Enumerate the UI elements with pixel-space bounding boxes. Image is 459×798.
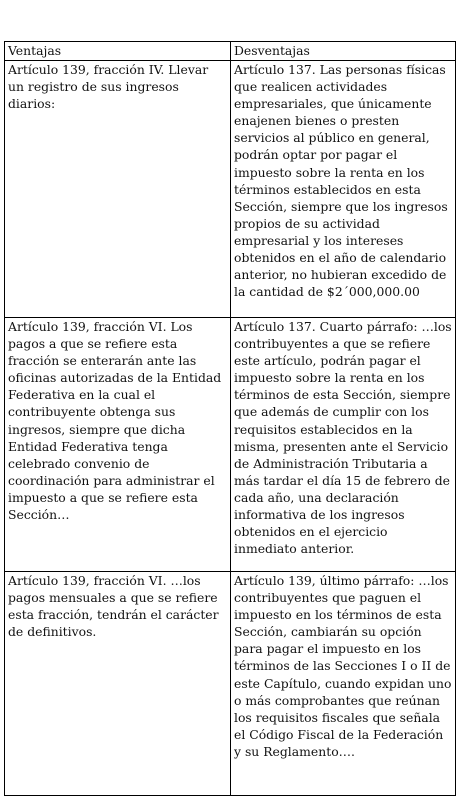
table-row: [5, 572, 456, 796]
ventaja-cell: Artículo 139, fracción VI. Los pagos a que se refiere esta fracción se enterarán ante las oficinas autorizadas de la Entidad Federativa en la cual el contribuyente obtenga sus ingresos, siempre que dicha Entidad Federativa tenga celebrado convenio de coordinación para administrar el impuesto a que se refiere esta Sección…: [5, 318, 231, 572]
desventaja-cell: Artículo 139, último párrafo: …los contribuyentes que paguen el impuesto en los términos de esta Sección, cambiarán su opción para pagar el impuesto en los términos de las Secciones I o II de este Capítulo, cuando expidan uno o más comprobantes que reúnan los requisitos fiscales que señala el Código Fiscal de la Federación y su Reglamento….: [231, 572, 456, 796]
ventaja-cell: Artículo 139, fracción VI. …los pagos mensuales a que se refiere esta fracción, tendrán el carácter de definitivos.: [5, 572, 231, 796]
desventaja-cell: Artículo 137. Cuarto párrafo: …los contribuyentes a que se refiere este artículo, podrán pagar el impuesto sobre la renta en los términos de esta Sección, siempre que además de cumplir con los requisitos establecidos en la misma, presenten ante el Servicio de Administración Tributaria a más tardar el día 15 de febrero de cada año, una declaración informativa de los ingresos obtenidos en el ejercicio inmediato anterior.: [231, 318, 456, 572]
ventaja-cell: Artículo 139, fracción IV. Llevar un registro de sus ingresos diarios:: [5, 61, 231, 318]
header-ventajas: Ventajas: [5, 42, 231, 61]
table-row: [5, 318, 456, 572]
table-header-row: [5, 42, 456, 61]
ventajas-desventajas-table: [4, 41, 456, 796]
desventaja-cell: Artículo 137. Las personas físicas que realicen actividades empresariales, que únicamente enajenen bienes o presten servicios al público en general, podrán optar por pagar el impuesto sobre la renta en los términos establecidos en esta Sección, siempre que los ingresos propios de su actividad empresarial y los intereses obtenidos en el año de calendario anterior, no hubieran excedido de la cantidad de $2´000,000.00: [231, 61, 456, 318]
table-row: [5, 61, 456, 318]
header-desventajas: Desventajas: [231, 42, 456, 61]
